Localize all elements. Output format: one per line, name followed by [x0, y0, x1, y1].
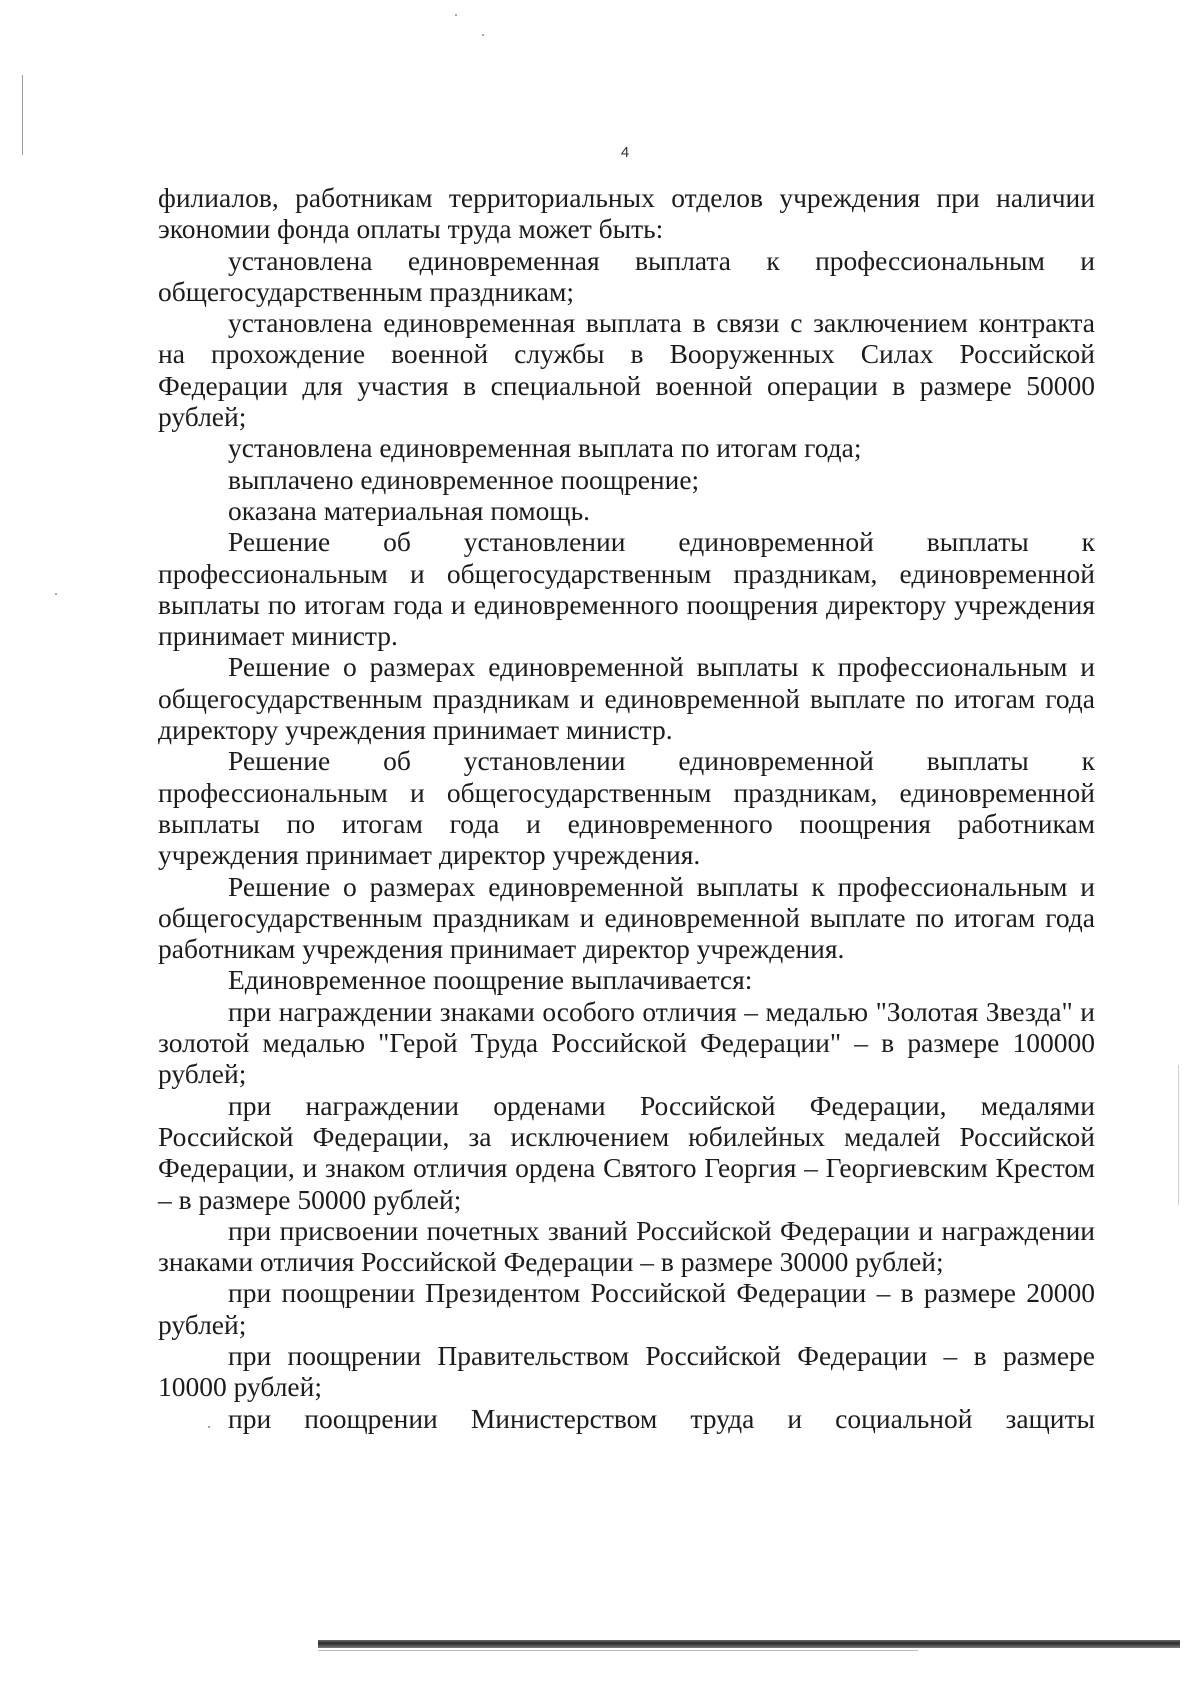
paragraph: при поощрении Министерством труда и социальной защиты [228, 1402, 1095, 1434]
paragraph: установлена единовременная выплата в связи с заключением контракта на прохождение военной службы в Вооруженных Силах Российской Федерации для участия в специальной военной операции в размере 50000 рублей; [158, 307, 1095, 433]
page-number: 4 [620, 144, 630, 161]
document-body [158, 182, 1095, 1434]
paragraph: оказана материальная помощь. [228, 494, 591, 526]
paragraph: при поощрении Правительством Российской Федерации – в размере 10000 рублей; [158, 1339, 1095, 1403]
scan-speck [55, 593, 57, 595]
paragraph: Решение о размерах единовременной выплаты к профессиональным и общегосударственным праздникам и единовременной выплате по итогам года директору учреждения принимает министр. [158, 651, 1095, 746]
scan-artifact-bottom-bar [318, 1640, 1180, 1648]
paragraph: филиалов, работникам территориальных отделов учреждения при наличии экономии фонда оплаты труда может быть: [158, 182, 1095, 245]
scan-speck [482, 34, 484, 36]
paragraph: выплачено единовременное поощрение; [228, 463, 700, 495]
paragraph: при награждении знаками особого отличия – медалью "Золотая Звезда" и золотой медалью "Герой Труда Российской Федерации" – в размере 100000 рублей; [158, 995, 1095, 1090]
paragraph: Решение о размерах единовременной выплаты к профессиональным и общегосударственным праздникам и единовременной выплате по итогам года работникам учреждения принимает директор учреждения. [158, 870, 1095, 965]
paragraph: установлена единовременная выплата по итогам года; [228, 432, 862, 464]
paragraph: Единовременное поощрение выплачивается: [228, 964, 753, 996]
paragraph: Решение об установлении единовременной выплаты к профессиональным и общегосударственным праздникам, единовременной выплаты по итогам года и единовременного поощрения директору учреждения принимает министр. [158, 526, 1095, 652]
scan-artifact-left-line [22, 75, 23, 155]
scan-speck [455, 14, 457, 16]
scan-artifact-bottom-line [318, 1650, 918, 1651]
paragraph: Решение об установлении единовременной выплаты к профессиональным и общегосударственным праздникам, единовременной выплаты по итогам года и единовременного поощрения работникам учреждения принимает директор учреждения. [158, 745, 1095, 871]
paragraph: при присвоении почетных званий Российской Федерации и награждении знаками отличия Российской Федерации – в размере 30000 рублей; [158, 1214, 1095, 1278]
paragraph: установлена единовременная выплата к профессиональным и общегосударственным праздникам; [158, 244, 1095, 307]
paragraph: при награждении орденами Российской Федерации, медалями Российской Федерации, за исключением юбилейных медалей Российской Федерации, и знаком отличия ордена Святого Георгия – Георгиевским Крестом – в размере 50000 рублей; [158, 1089, 1095, 1215]
paragraph: при поощрении Президентом Российской Федерации – в размере 20000 рублей; [158, 1277, 1095, 1340]
scan-artifact-right-line [1178, 1065, 1179, 1205]
